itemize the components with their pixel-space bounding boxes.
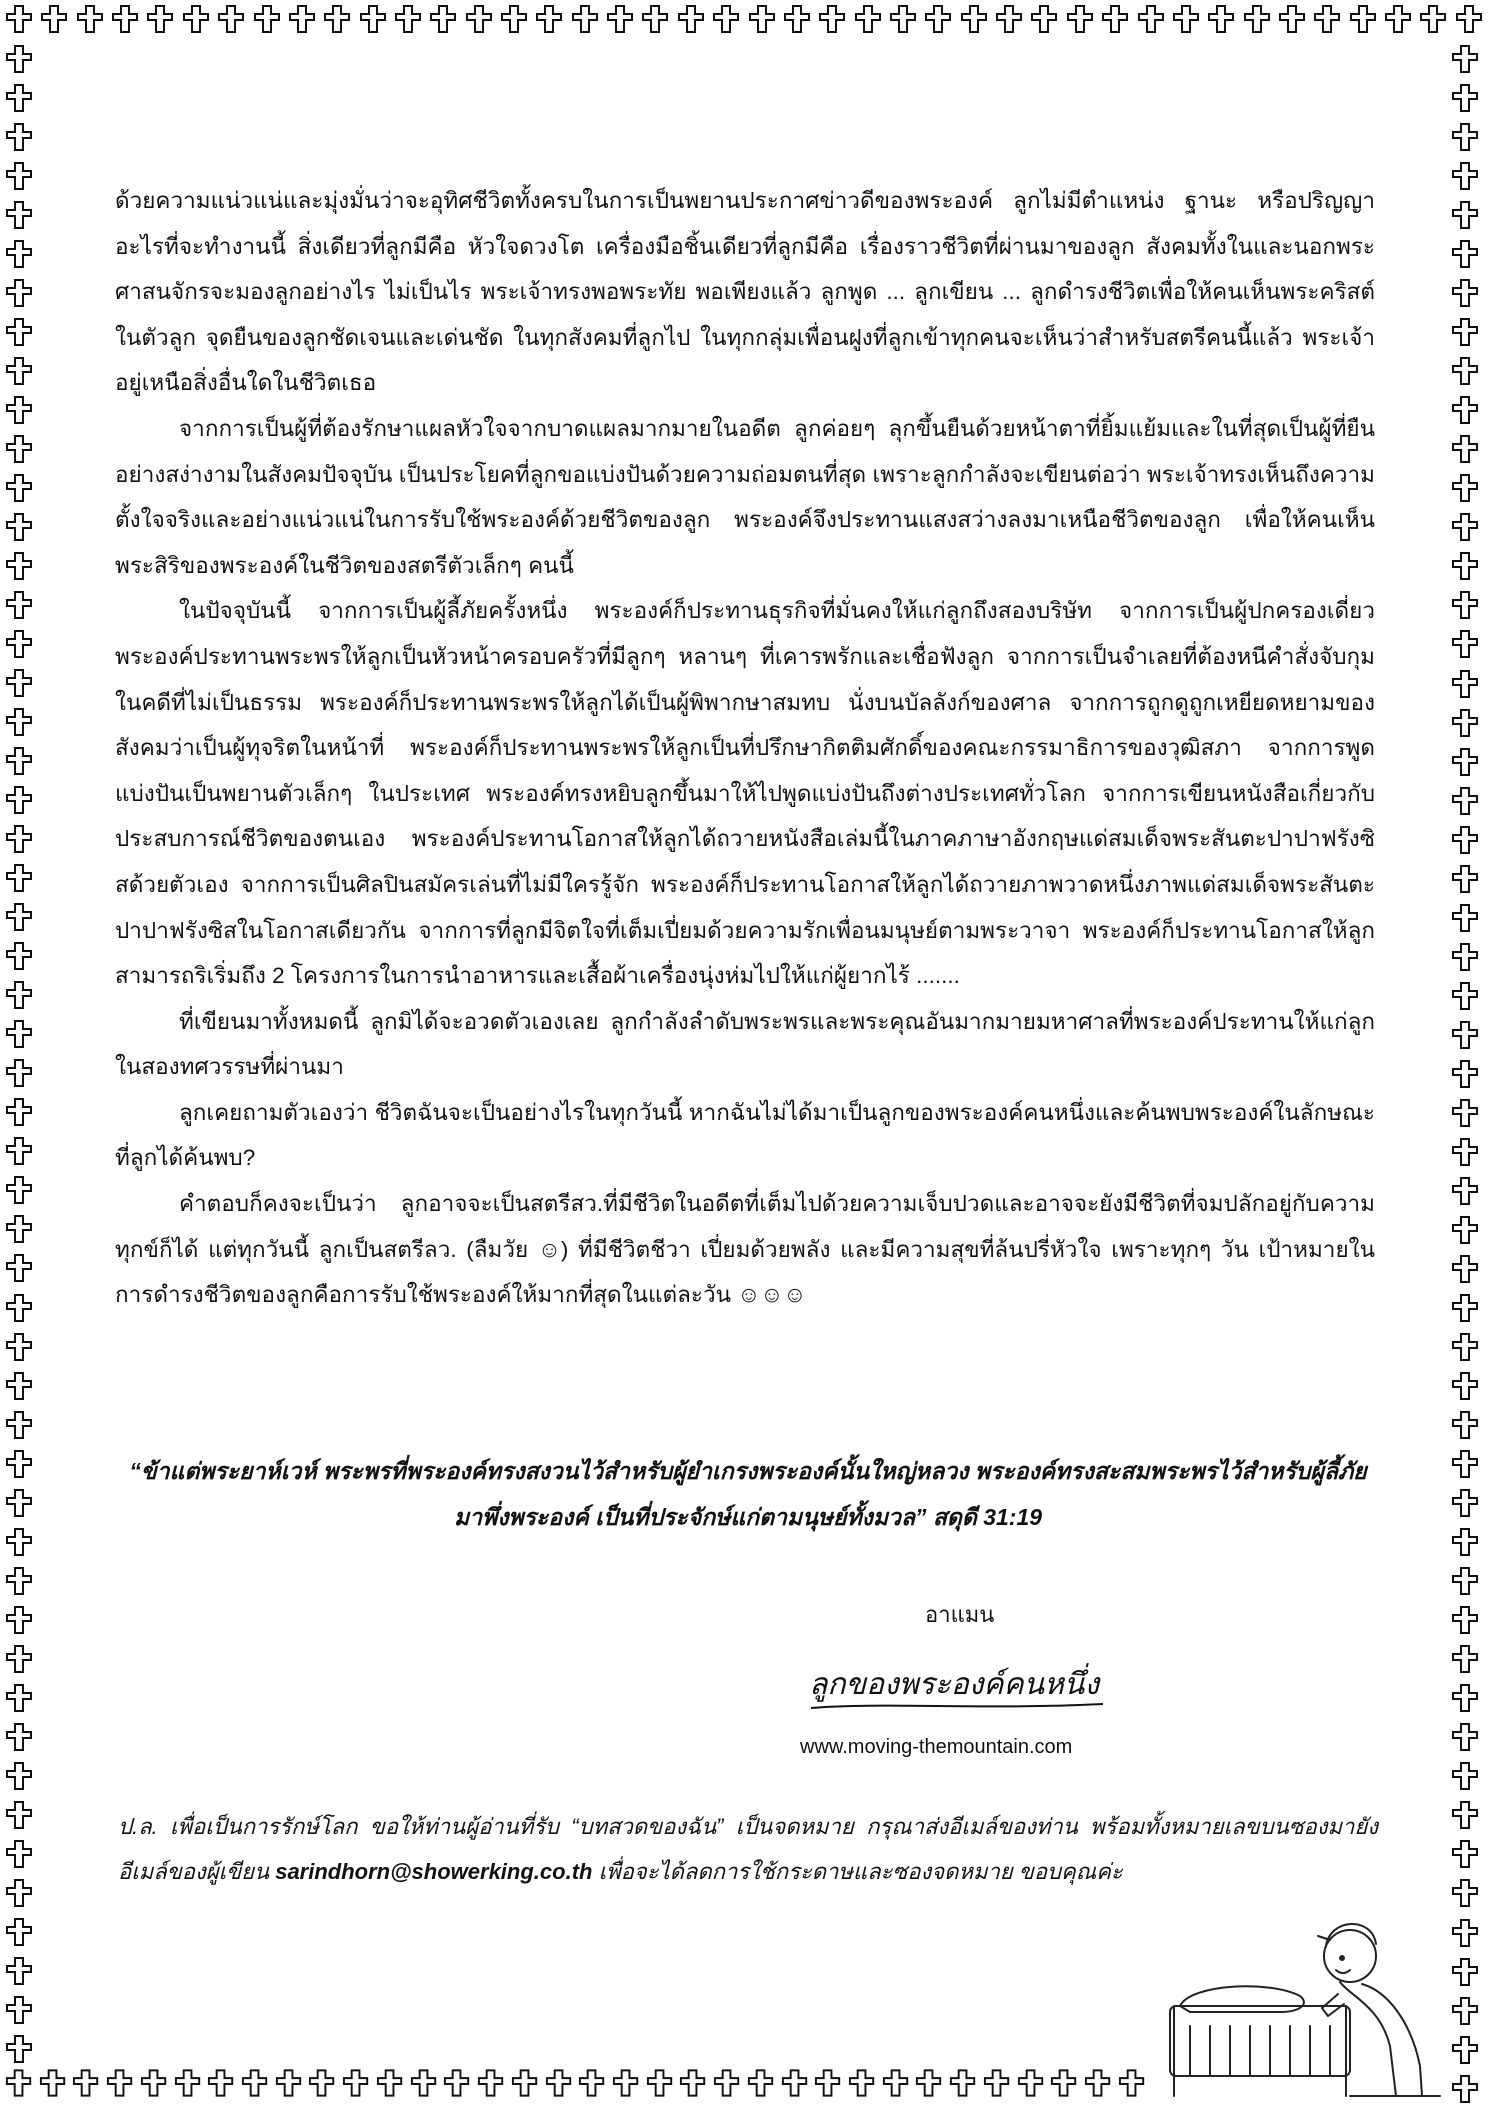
cross-icon [4, 707, 34, 737]
cross-icon [817, 4, 847, 34]
paragraph-5: ลูกเคยถามตัวเองว่า ชีวิตฉันจะเป็นอย่างไรในทุกวันนี้ หากฉันไม่ได้มาเป็นลูกของพระองค์คนหนึ่งและค้นพบพระองค์ในลักษณะที่ลูกได้ค้นพบ? [115, 1099, 1375, 1171]
cross-icon [1450, 1527, 1480, 1557]
cross-icon [1029, 4, 1059, 34]
cross-icon [4, 1175, 34, 1205]
cross-icon [358, 4, 388, 34]
cross-icon [1450, 708, 1480, 738]
paragraph-3: ในปัจจุบันนี้ จากการเป็นผู้ลี้ภัยครั้งหนึ่ง พระองค์ก็ประทานธุรกิจที่มั่นคงให้แก่ลูกถึงสองบริษัท จากการเป็นผู้ปกครองเดี่ยว พระองค์ประทานพระพรให้ลูกเป็นหัวหน้าครอบครัวที่มีลูกๆ หลานๆ ที่เคารพรักและเชื่อฟังลูก จากการเป็นจำเลยที่ต้องหนีคำสั่งจับกุมในคดีที่ไม่เป็นธรรม พระองค์ก็ประทานพระพรให้ลูกได้เป็นผู้พิพากษาสมทบ นั่งบนบัลลังก์ของศาล จากการถูกดูถูกเหยียดหยามของสังคมว่าเป็นผู้ทุจริตในหน้าที่ พระองค์ก็ประทานพระพรให้ลูกเป็นที่ปรึกษากิตติมศักดิ์ของคณะกรรมาธิการของวุฒิสภา จากการพูดแบ่งปันเป็นพยานตัวเล็กๆ ในประเทศ พระองค์ทรงหยิบลูกขึ้นมาให้ไปพูดแบ่งปันถึงต่างประเทศทั่วโลก จากการเขียนหนังสือเกี่ยวกับประสบการณ์ชีวิตของตนเอง พระองค์ประทานโอกาสให้ลูกได้ถวายหนังสือเล่มนี้ในภาคภาษาอังกฤษแด่สมเด็จพระสันตะปาปาฟรังซิสด้วยตัวเอง จากการเป็นศิลปินสมัครเล่นที่ไม่มีใครรู้จัก พระองค์ก็ประทานโอกาสให้ลูกได้ถวายภาพวาดหนึ่งภาพแด่สมเด็จพระสันตะปาปาฟรังซิสในโอกาสเดียวกัน จากการที่ลูกมีจิตใจที่เต็มเปี่ยมด้วยความรักเพื่อนมนุษย์ตามพระวาจา พระองค์ก็ประทานโอกาสให้ลูกสามารถริเริ่มถึง 2 โครงการในการนำอาหารและเสื้อผ้าเครื่องนุ่งห่มไปให้แก่ผู้ยากไร้ ....... [115, 598, 1375, 989]
cross-icon [1450, 395, 1480, 425]
cross-icon [1454, 4, 1484, 34]
cross-icon [510, 2068, 539, 2098]
scripture-quote: “ข้าแต่พระยาห์เวห์ พระพรที่พระองค์ทรงสงวนไว้สำหรับผู้ยำเกรงพระองค์นั้นใหญ่หลวง พระองค์ทรงสะสมพระพรไว้สำหรับผู้ลี้ภัยมาพึ่งพระองค์ เป็นที่ประจักษ์แก่ตามนุษย์ทั้งมวล” สดุดี 31:19 [129, 1458, 1367, 1530]
cross-icon [780, 2068, 809, 2098]
paragraph-2: จากการเป็นผู้ที่ต้องรักษาแผลหัวใจจากบาดแผลมากมายในอดีต ลูกค่อยๆ ลุกขึ้นยืนด้วยหน้าตาที่ยิ้มแย้มและในที่สุดเป็นผู้ที่ยืนอย่างสง่างามในสังคมปัจจุบัน เป็นประโยคที่ลูกขอแบ่งปันด้วยความถ่อมตนที่สุด เพราะลูกกำลังจะเขียนต่อว่า พระเจ้าทรงเห็นถึงความตั้งใจจริงและอย่างแน่วแน่ในการรับใช้พระองค์ด้วยชีวิตของลูก พระองค์จึงประทานแสงสว่างลงมาเหนือชีวิตของลูก เพื่อให้คนเห็นพระสิริของพระองค์ในชีวิตของสตรีตัวเล็กๆ คนนี้ [115, 415, 1375, 578]
cross-icon [1171, 4, 1201, 34]
cross-icon [1100, 4, 1130, 34]
cross-icon [747, 4, 777, 34]
cross-icon [173, 2068, 202, 2098]
cross-icon [4, 551, 34, 581]
cross-icon [1450, 786, 1480, 816]
cross-icon [1312, 4, 1342, 34]
cross-icon [341, 2068, 370, 2098]
cross-icon [1117, 2068, 1146, 2098]
cross-icon [1242, 4, 1272, 34]
cross-icon [4, 1644, 34, 1674]
cross-icon [640, 4, 670, 34]
cross-icon [375, 2068, 404, 2098]
cross-icon [75, 4, 105, 34]
cross-icon [4, 902, 34, 932]
cross-icon [4, 434, 34, 464]
cross-icon [4, 2068, 33, 2098]
svg-text:ลูกของพระองค์คนหนึ่ง: ลูกของพระองค์คนหนึ่ง [809, 1667, 1099, 1702]
cross-icon [4, 863, 34, 893]
cross-icon [1450, 1800, 1480, 1830]
cross-icon [1450, 1683, 1480, 1713]
cross-icon [1450, 1566, 1480, 1596]
cross-icon [881, 2068, 910, 2098]
cross-icon [1450, 161, 1480, 191]
cross-icon [4, 1878, 34, 1908]
cross-icon [181, 4, 211, 34]
cross-icon [206, 2068, 235, 2098]
cross-icon [4, 1136, 34, 1166]
letter-body [115, 178, 1375, 1318]
cross-icon [544, 2068, 573, 2098]
postscript [118, 1804, 1378, 1894]
paragraph-1: ด้วยความแน่วแน่และมุ่งมั่นว่าจะอุทิศชีวิตทั้งครบในการเป็นพยานประกาศข่าวดีของพระองค์ ลูกไม่มีตำแหน่ง ฐานะ หรือปริญญาอะไรที่จะทำงานนี้ สิ่งเดียวที่ลูกมีคือ หัวใจดวงโต เครื่องมือชิ้นเดียวที่ลูกมีคือ เรื่องราวชีวิตที่ผ่านมาของลูก สังคมทั้งในและนอกพระศาสนจักรจะมองลูกอย่างไร ไม่เป็นไร พระเจ้าทรงพอพระทัย พอเพียงแล้ว ลูกพูด ... ลูกเขียน ... ลูกดำรงชีวิตเพื่อให้คนเห็นพระคริสต์ในตัวลูก จุดยืนของลูกชัดเจนและเด่นชัด ในทุกสังคมที่ลูกไป ในทุกกลุ่มเพื่อนฝูงที่ลูกเข้าทุกคนจะเห็นว่าสำหรับสตรีคนนี้แล้ว พระเจ้าอยู่เหนือสิ่งอื่นใดในชีวิตเธอ [115, 188, 1375, 396]
cross-icon [4, 1722, 34, 1752]
cross-icon [442, 2068, 471, 2098]
cross-icon [577, 2068, 606, 2098]
cross-icon [240, 2068, 269, 2098]
cross-icon [4, 356, 34, 386]
cross-icon [39, 4, 69, 34]
cross-icon [982, 2068, 1011, 2098]
cross-icon [1450, 669, 1480, 699]
cross-icon [4, 980, 34, 1010]
cross-icon [287, 4, 317, 34]
praying-child-icon [1150, 1896, 1480, 2101]
cross-icon [1450, 1332, 1480, 1362]
cross-icon [1450, 551, 1480, 581]
cross-icon [1450, 903, 1480, 933]
cross-icon [4, 1097, 34, 1127]
cross-icon [888, 4, 918, 34]
cross-icon [948, 2068, 977, 2098]
cross-icon [1083, 2068, 1112, 2098]
cross-icon [1450, 239, 1480, 269]
postscript-text: ป.ล. เพื่อเป็นการรักษ์โลก ขอให้ท่านผู้อ่านที่รับ “บทสวดของฉัน” เป็นจดหมาย กรุณาส่งอีเมล์ของท่าน พร้อมทั้งหมายเลขบนซองมายังอีเมล์ของผู้เขียน [118, 1814, 1378, 1884]
cross-icon [4, 1371, 34, 1401]
cross-icon [1450, 1098, 1480, 1128]
cross-icon [4, 824, 34, 854]
cross-icon [1450, 825, 1480, 855]
cross-icon [1049, 2068, 1078, 2098]
cross-icon [252, 4, 282, 34]
cross-icon [4, 1995, 34, 2025]
cross-icon [71, 2068, 100, 2098]
cross-icon [4, 1800, 34, 1830]
cross-icon [464, 4, 494, 34]
cross-icon [4, 1527, 34, 1557]
cross-icon [4, 122, 34, 152]
cross-icon [1450, 1176, 1480, 1206]
cross-icon [923, 4, 953, 34]
cross-icon [110, 4, 140, 34]
cross-icon [1383, 4, 1413, 34]
cross-icon [1450, 278, 1480, 308]
cross-icon [1450, 1059, 1480, 1089]
cross-icon [1450, 1410, 1480, 1440]
cross-icon [1450, 1722, 1480, 1752]
cross-icon [4, 317, 34, 347]
cross-icon [914, 2068, 943, 2098]
cross-icon [853, 4, 883, 34]
cross-icon [307, 2068, 336, 2098]
cross-icon [746, 2068, 775, 2098]
cross-icon [1450, 1644, 1480, 1674]
cross-icon [1450, 1020, 1480, 1050]
postscript-text-end: เพื่อจะได้ลดการใช้กระดาษและซองจดหมาย ขอบคุณค่ะ [592, 1859, 1123, 1884]
cross-icon [1450, 981, 1480, 1011]
cross-icon [4, 1332, 34, 1362]
cross-icon [4, 1605, 34, 1635]
cross-icon [1065, 4, 1095, 34]
cross-icon [4, 512, 34, 542]
cross-icon [4, 44, 34, 74]
cross-icon [1450, 44, 1480, 74]
cross-icon [611, 2068, 640, 2098]
closing-amen: อาแมน [925, 1602, 995, 1627]
cross-icon [4, 1410, 34, 1440]
cross-icon [1450, 1839, 1480, 1869]
author-email[interactable]: sarindhorn@showerking.co.th [275, 1859, 593, 1884]
cross-icon [4, 2034, 34, 2064]
border-bottom [0, 2068, 1150, 2102]
cross-icon [1450, 629, 1480, 659]
cross-icon [1450, 1449, 1480, 1479]
cross-icon [476, 2068, 505, 2098]
cross-icon [1450, 1293, 1480, 1323]
cross-icon [216, 4, 246, 34]
cross-icon [4, 629, 34, 659]
cross-icon [1450, 317, 1480, 347]
cross-icon [428, 4, 458, 34]
cross-icon [994, 4, 1024, 34]
cross-icon [1136, 4, 1166, 34]
cross-icon [4, 1019, 34, 1049]
cross-icon [4, 1761, 34, 1791]
cross-icon [409, 2068, 438, 2098]
cross-icon [4, 161, 34, 191]
cross-icon [534, 4, 564, 34]
cross-icon [4, 1683, 34, 1713]
cross-icon [959, 4, 989, 34]
signature [803, 1650, 1123, 1722]
cross-icon [4, 4, 34, 34]
cross-icon [4, 239, 34, 269]
cross-icon [4, 1488, 34, 1518]
cross-icon [274, 2068, 303, 2098]
cross-icon [4, 785, 34, 815]
cross-icon [1450, 200, 1480, 230]
cross-icon [139, 2068, 168, 2098]
cross-icon [4, 1253, 34, 1283]
cross-icon [4, 1956, 34, 1986]
cross-icon [605, 4, 635, 34]
cross-icon [4, 1293, 34, 1323]
cross-icon [1450, 83, 1480, 113]
cross-icon [1450, 942, 1480, 972]
cross-icon [678, 2068, 707, 2098]
cross-icon [1418, 4, 1448, 34]
cross-icon [38, 2068, 67, 2098]
border-left [4, 44, 38, 2064]
paragraph-6: คำตอบก็คงจะเป็นว่า ลูกอาจจะเป็นสตรีสว.ที่มีชีวิตในอดีตที่เต็มไปด้วยความเจ็บปวดและอาจจะยังมีชีวิตที่จมปลักอยู่กับความทุกข์ก็ได้ แต่ทุกวันนี้ ลูกเป็นสตรีลว. (ลืมวัย ☺) ที่มีชีวิตชีวา เปี่ยมด้วยพลัง และมีความสุขที่ล้นปรี่หัวใจ เพราะทุกๆ วัน เป้าหมายในการดำรงชีวิตของลูกคือการรับใช้พระองค์ให้มากที่สุดในแต่ละวัน ☺☺☺ [115, 1191, 1375, 1308]
cross-icon [4, 1214, 34, 1244]
cross-icon [1450, 1605, 1480, 1635]
cross-icon [1016, 2068, 1045, 2098]
cross-icon [4, 746, 34, 776]
cross-icon [1450, 122, 1480, 152]
cross-icon [813, 2068, 842, 2098]
cross-icon [4, 668, 34, 698]
cross-icon [1450, 590, 1480, 620]
cross-icon [4, 200, 34, 230]
cross-icon [1450, 1254, 1480, 1284]
cross-icon [1450, 512, 1480, 542]
cross-icon [145, 4, 175, 34]
cross-icon [4, 1566, 34, 1596]
cross-icon [4, 590, 34, 620]
cross-icon [1450, 1371, 1480, 1401]
cross-icon [4, 941, 34, 971]
cross-icon [712, 2068, 741, 2098]
cross-icon [676, 4, 706, 34]
cross-icon [1450, 356, 1480, 386]
cross-icon [1277, 4, 1307, 34]
cross-icon [645, 2068, 674, 2098]
cross-icon [4, 83, 34, 113]
cross-icon [499, 4, 529, 34]
cross-icon [782, 4, 812, 34]
cross-icon [4, 278, 34, 308]
cross-icon [1450, 473, 1480, 503]
cross-icon [711, 4, 741, 34]
cross-icon [1450, 1215, 1480, 1245]
cross-icon [4, 1058, 34, 1088]
cross-icon [1450, 864, 1480, 894]
cross-icon [1206, 4, 1236, 34]
cross-icon [4, 1917, 34, 1947]
paragraph-4: ที่เขียนมาทั้งหมดนี้ ลูกมิได้จะอวดตัวเองเลย ลูกกำลังลำดับพระพรและพระคุณอันมากมายมหาศาลที่พระองค์ประทานให้แก่ลูกในสองทศวรรษที่ผ่านมา [115, 1008, 1375, 1080]
cross-icon [1450, 747, 1480, 777]
cross-icon [4, 473, 34, 503]
website-link[interactable]: www.moving-themountain.com [800, 1736, 1073, 1758]
cross-icon [4, 395, 34, 425]
cross-icon [393, 4, 423, 34]
cross-icon [1450, 1761, 1480, 1791]
cross-icon [1450, 1488, 1480, 1518]
cross-icon [4, 1449, 34, 1479]
cross-icon [322, 4, 352, 34]
cross-icon [847, 2068, 876, 2098]
cross-icon [4, 1839, 34, 1869]
cross-icon [1450, 1137, 1480, 1167]
cross-icon [1450, 434, 1480, 464]
border-top [0, 4, 1488, 38]
border-right [1450, 44, 1484, 2104]
cross-icon [1348, 4, 1378, 34]
cross-icon [570, 4, 600, 34]
cross-icon [105, 2068, 134, 2098]
